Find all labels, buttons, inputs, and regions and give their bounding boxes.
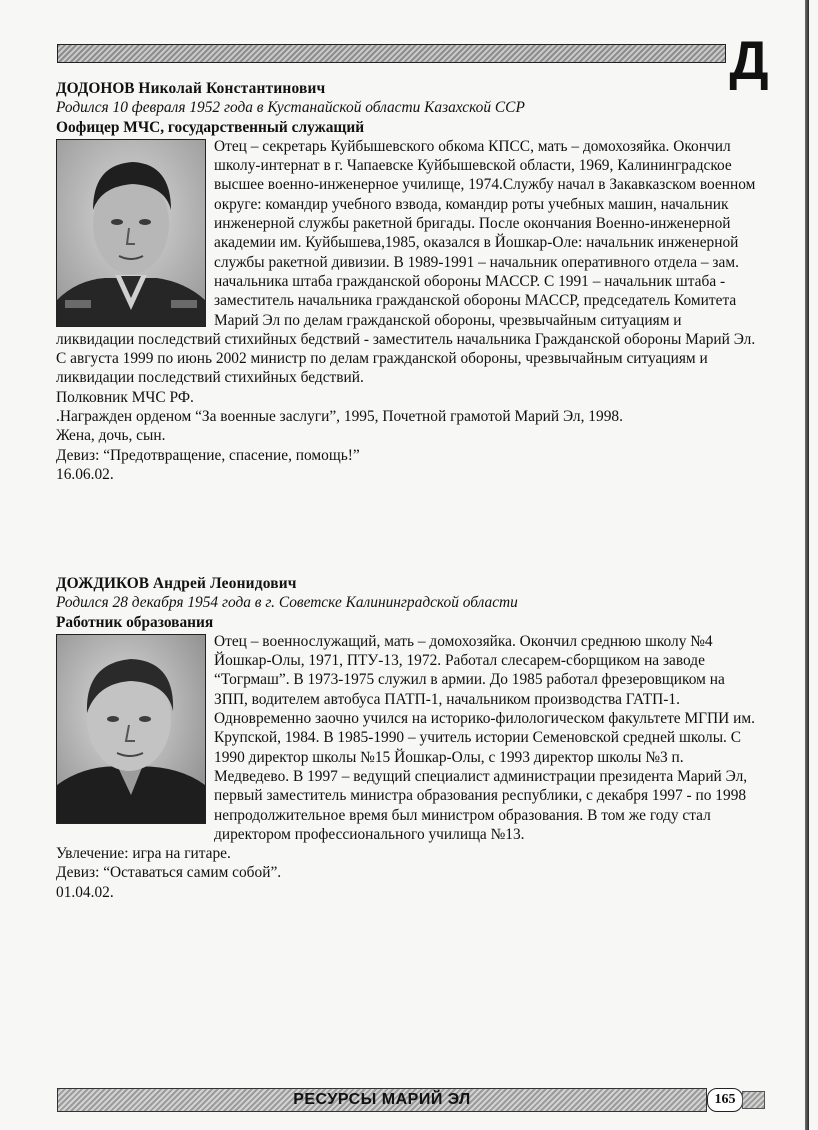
birth-info: Родился 10 февраля 1952 года в Кустанайской области Казахской ССР [56, 99, 525, 117]
page-edge-rule [805, 0, 809, 1130]
header-band [57, 44, 726, 63]
birth-info: Родился 28 декабря 1954 года в г. Советске Калининградской области [56, 594, 518, 612]
person-surname: ДОДОНОВ [56, 80, 135, 97]
person-name [56, 574, 756, 593]
footer-band-tail [742, 1091, 765, 1109]
portrait-photo [56, 634, 206, 824]
portrait-photo [56, 139, 206, 327]
motto-text: Девиз: “Оставаться самим собой”. [56, 864, 282, 882]
person-given-name: Николай Константинович [138, 80, 326, 97]
family-text: Жена, дочь, сын. [56, 427, 166, 445]
biography-text: Отец – секретарь Куйбышевского обкома КПСС, мать – домохозяйка. Окончил школу-интернат в г. Чапаевске Куйбышевской области, 1969, Калининградское высшее военно-инженерное училище, 1974.Службу начал в Закавказском военном округе: командир учебного взвода, командир роты учебных машин, начальник инженерной службы ракетной бригады. После окончания Военно-инженерной академии им. Куйбышева,1985, оказался в Йошкар-Оле: начальник инженерной службы ракетной дивизии. В 1989-1991 – начальник оперативного отдела – зам. начальника штаба гражданской обороны МАССР. С 1991 – начальник штаба - заместитель начальника гражданской обороны МАССР, председатель Комитета Марий Эл по делам гражданской обороны, чрезвычайным ситуациям и ликвидации последствий стихийных бедствий - заместитель начальника Гражданской обороны Марий Эл. С августа 1999 по июнь 2002 министр по делам гражданской обороны, чрезвычайным ситуациям и ликвидации последствий стихийных бедствий. [56, 137, 756, 387]
awards-text: .Награжден орденом “За военные заслуги”, 1995, Почетной грамотой Марий Эл, 1998. [56, 408, 623, 426]
hobby-text: Увлечение: игра на гитаре. [56, 845, 231, 863]
biography-entry [56, 79, 756, 484]
biography-text: Отец – военнослужащий, мать – домохозяйка. Окончил среднюю школу №4 Йошкар-Олы, 1971, ПТУ-13, 1972. Работал слесарем-сборщиком на заводе “Тогрмаш”. В 1973-1975 служил в армии. До 1985 работал фрезеровщиком на ЗПП, водителем автобуса ПАТП-1, начальником производства ГАТП-1. Одновременно заочно учился на историко-филологическом факультете МГПИ им. Крупской, 1984. В 1985-1990 – учитель истории Семеновской средней школы. С 1990 директор школы №15 Йошкар-Олы, с 1993 директор школы №3 п. Медведево. В 1997 – ведущий специалист администрации президента Марий Эл, первый заместитель министра образования республики, с декабря 1997 - по 1998 непродолжительное время был министром образования. В том же году стал директором профессионального училища №13. [214, 632, 755, 843]
person-surname: ДОЖДИКОВ [56, 575, 149, 592]
biography-entry [56, 574, 756, 902]
person-name [56, 79, 756, 98]
footer-title: РЕСУРСЫ МАРИЙ ЭЛ [293, 1091, 471, 1108]
portrait-man-uniform-image [57, 140, 205, 326]
page-number: 165 [707, 1088, 743, 1112]
motto-text: Девиз: “Предотвращение, спасение, помощь!” [56, 446, 360, 464]
entry-date: 16.06.02. [56, 465, 114, 483]
section-letter: Д [729, 29, 769, 91]
entry-date: 01.04.02. [56, 883, 114, 901]
occupation: Работник образования [56, 613, 214, 631]
person-given-name: Андрей Леонидович [152, 575, 297, 592]
portrait-man-civilian-image [57, 635, 205, 823]
footer-band [57, 1088, 707, 1112]
occupation: Оофицер МЧС, государственный служащий [56, 118, 365, 136]
rank-text: Полковник МЧС РФ. [56, 388, 194, 406]
